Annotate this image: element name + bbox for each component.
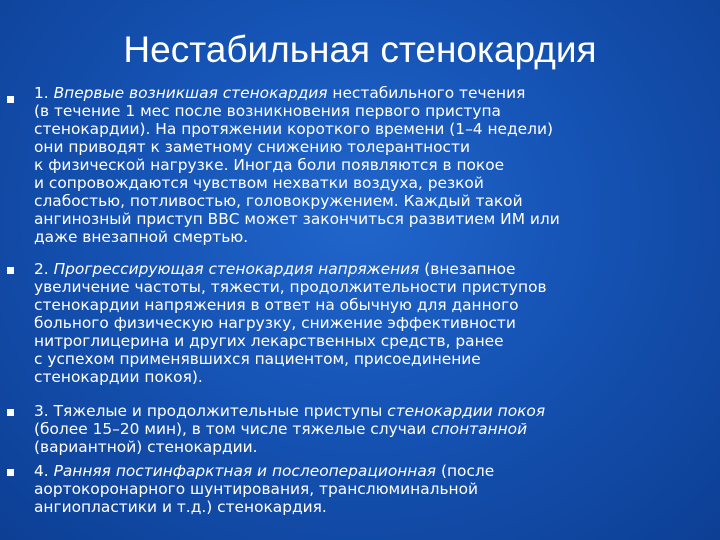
text-segment: 2. (34, 260, 54, 278)
square-bullet-icon (7, 96, 14, 103)
text-segment: (в течение 1 мес после возникновения первого приступа (34, 102, 501, 120)
text-segment: они приводят к заметному снижению толерантности (34, 138, 470, 156)
text-segment: нитроглицерина и других лекарственных средств, ранее (34, 332, 504, 350)
text-segment: с успехом применявшихся пациентом, присоединение (34, 350, 481, 368)
text-line (34, 480, 714, 498)
text-line (34, 420, 714, 438)
text-segment: ангинозный приступ ВВС может закончиться развитием ИМ или (34, 210, 560, 228)
text-line (34, 498, 714, 516)
text-line (34, 438, 714, 456)
text-segment: 1. (34, 84, 54, 102)
text-segment: больного физическую нагрузку, снижение эффективности (34, 314, 516, 332)
text-line (34, 120, 714, 138)
square-bullet-icon (7, 267, 14, 274)
text-line (34, 210, 714, 228)
text-line (34, 314, 714, 332)
item-text (34, 462, 714, 516)
text-segment: аортокоронарного шунтирования, транслюминальной (34, 480, 479, 498)
text-line (34, 102, 714, 120)
text-segment: (более 15–20 мин), в том числе тяжелые случаи (34, 420, 432, 438)
text-segment: стенокардии покоя (387, 402, 546, 420)
square-bullet-icon (7, 469, 14, 476)
text-segment: Впервые возникшая стенокардия (53, 84, 328, 102)
text-segment: стенокардии напряжения в ответ на обычную для данного (34, 296, 519, 314)
text-segment: даже внезапной смертью. (34, 228, 249, 246)
text-segment: и сопровождаются чувством нехватки воздуха, резкой (34, 174, 484, 192)
text-segment: стенокардии). На протяжении короткого времени (1–4 недели) (34, 120, 553, 138)
text-segment: Тяжелые и продолжительные приступы (53, 402, 388, 420)
text-segment: к физической нагрузке. Иногда боли появляются в покое (34, 156, 505, 174)
text-segment: 3. (34, 402, 54, 420)
text-segment: Прогрессирующая стенокардия напряжения (53, 260, 420, 278)
text-line (34, 278, 714, 296)
text-segment: . (252, 438, 258, 456)
item-text (34, 402, 714, 456)
text-segment: (вариантной) стенокардии (34, 438, 253, 456)
text-line (34, 296, 714, 314)
slide-title: Нестабильная стенокардия (123, 29, 597, 70)
text-line (34, 332, 714, 350)
text-line (34, 192, 714, 210)
text-line (34, 350, 714, 368)
item-text (34, 260, 714, 386)
text-segment: нестабильного течения (327, 84, 526, 102)
text-line (34, 156, 714, 174)
text-line (34, 138, 714, 156)
text-line (34, 260, 714, 278)
text-segment: стенокардии покоя). (34, 368, 203, 386)
text-segment: (после (436, 462, 495, 480)
text-line (34, 228, 714, 246)
text-segment: слабостью, потливостью, головокружением. Каждый такой (34, 192, 523, 210)
text-line (34, 84, 714, 102)
square-bullet-icon (7, 409, 14, 416)
item-text (34, 84, 714, 246)
text-segment: ангиопластики и т.д.) стенокардия. (34, 498, 327, 516)
text-segment: 4. (34, 462, 54, 480)
text-line (34, 402, 714, 420)
text-line (34, 368, 714, 386)
text-line (34, 174, 714, 192)
text-segment: увеличение частоты, тяжести, продолжительности приступов (34, 278, 547, 296)
text-segment: Ранняя постинфарктная и послеоперационная (53, 462, 437, 480)
text-line (34, 462, 714, 480)
text-segment: спонтанной (431, 420, 528, 438)
text-segment: (внезапное (419, 260, 516, 278)
